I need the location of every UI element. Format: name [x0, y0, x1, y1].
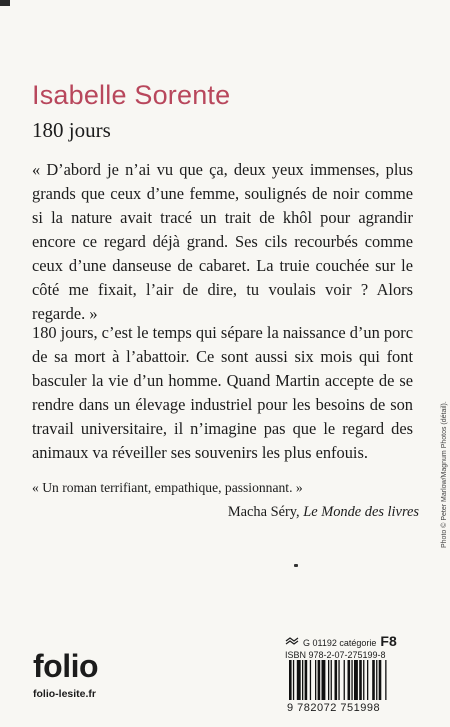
- barcode-icon: [287, 660, 417, 706]
- gallimard-icon: [285, 636, 299, 646]
- ink-dot: [294, 564, 298, 567]
- photo-credit: [441, 401, 448, 548]
- book-title: 180 jours: [32, 118, 111, 142]
- book-blurb: 180 jours, c’est le temps qui sépare la naissance d’un porc de sa mort à l’abattoir. Ce sont aussi six mois qui font basculer la vie d’un homme. Quand Martin accepte de se rendre dans un élevage industriel pour les besoins de son travail universitaire, il n’imagine pas que le regard des animaux va réveiller ses souvenirs les plus enfouis.: [32, 323, 413, 462]
- author-name: Isabelle Sorente: [32, 80, 231, 110]
- photo-credit-text: Photo © Peter Marlow/Magnum Photos (détail).: [441, 401, 448, 548]
- review-author: Macha Séry,: [227, 504, 300, 520]
- isbn: ISBN 978-2-07-275199-8: [285, 650, 386, 660]
- review-source: Le Monde des livres: [303, 504, 419, 520]
- category-label: catégorie: [339, 638, 377, 648]
- folio-logo: folio: [33, 648, 99, 684]
- excerpt-quote: « D’abord je n’ai vu que ça, deux yeux immenses, plus grands que ceux d’une femme, soulignés de noir comme si la nature avait tracé un trait de khôl pour agrandir encore ce regard déjà grand. Ses cils recourbés comme ceux d’une danseuse de cabaret. La truie couchée sur le côté me fixait, l’air de dire, tu voulais voir ? Alors regarde. »: [32, 160, 413, 323]
- publisher-website[interactable]: folio-lesite.fr: [33, 688, 97, 700]
- barcode-digits: 9 782072 751998: [287, 702, 381, 714]
- review-attribution: [228, 504, 419, 521]
- category-code: F8: [380, 633, 397, 649]
- product-code: G 01192: [303, 638, 337, 648]
- corner-mark: [0, 0, 10, 6]
- review-quote: « Un roman terrifiant, empathique, passionnant. »: [32, 480, 303, 495]
- product-codes: [285, 633, 397, 660]
